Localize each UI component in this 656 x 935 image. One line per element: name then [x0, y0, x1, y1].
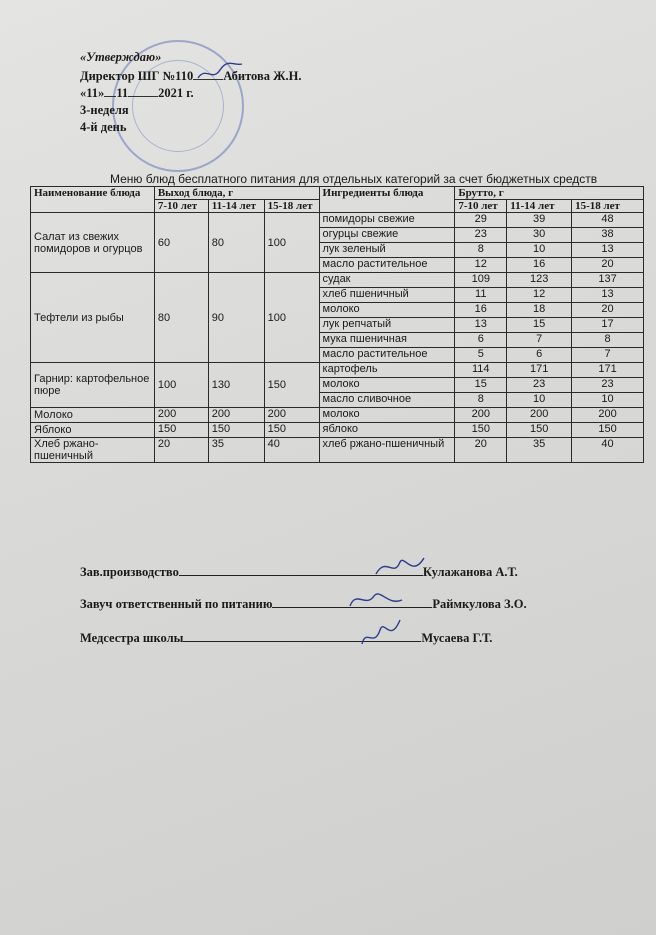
ingredient-gross-value: 16 [455, 303, 507, 318]
date-day: «11» [80, 86, 105, 100]
dish-output-value: 35 [208, 438, 264, 463]
dish-output-value: 60 [154, 213, 208, 273]
ingredient-name: масло сливочное [319, 393, 455, 408]
ingredient-gross-value: 20 [572, 303, 644, 318]
ingredient-gross-value: 200 [455, 408, 507, 423]
menu-table [30, 186, 644, 463]
date-year: 2021 г. [158, 86, 194, 100]
table-row [31, 273, 644, 288]
ingredient-gross-value: 150 [455, 423, 507, 438]
signature-row-nutrition [80, 597, 527, 612]
header-out-age3: 15-18 лет [264, 200, 319, 213]
director-prefix: Директор ШГ №110 [80, 69, 194, 83]
ingredient-gross-value: 6 [507, 348, 572, 363]
day-label: 4-й день [80, 120, 127, 134]
ingredient-gross-value: 18 [507, 303, 572, 318]
ingredient-name: яблоко [319, 423, 455, 438]
ingredient-gross-value: 39 [507, 213, 572, 228]
ingredient-gross-value: 7 [572, 348, 644, 363]
ingredient-gross-value: 30 [507, 228, 572, 243]
ingredient-gross-value: 8 [572, 333, 644, 348]
dish-output-value: 90 [208, 273, 264, 363]
ingredient-name: масло растительное [319, 258, 455, 273]
header-gross-age3: 15-18 лет [572, 200, 644, 213]
header-output: Выход блюда, г [154, 187, 319, 200]
dish-output-value: 150 [264, 363, 319, 408]
ingredient-gross-value: 150 [572, 423, 644, 438]
ingredient-gross-value: 7 [507, 333, 572, 348]
ingredient-gross-value: 23 [572, 378, 644, 393]
dish-output-value: 200 [208, 408, 264, 423]
ingredient-gross-value: 137 [572, 273, 644, 288]
ingredient-gross-value: 16 [507, 258, 572, 273]
ingredient-gross-value: 150 [507, 423, 572, 438]
ingredient-gross-value: 13 [455, 318, 507, 333]
ingredient-gross-value: 17 [572, 318, 644, 333]
dish-name: Гарнир: картофельное пюре [31, 363, 155, 408]
table-row [31, 213, 644, 228]
date-month: 11 [116, 86, 129, 100]
nurse-signature [356, 614, 406, 650]
dish-output-value: 20 [154, 438, 208, 463]
dish-output-value: 80 [208, 213, 264, 273]
dish-output-value: 100 [264, 273, 319, 363]
ingredient-name: лук зеленый [319, 243, 455, 258]
table-row [31, 363, 644, 378]
ingredient-gross-value: 13 [572, 288, 644, 303]
dish-output-value: 200 [154, 408, 208, 423]
dish-output-value: 80 [154, 273, 208, 363]
ingredient-name: мука пшеничная [319, 333, 455, 348]
document-title: Меню блюд бесплатного питания для отдельных категорий за счет бюджетных средств [110, 172, 598, 186]
table-row [31, 423, 644, 438]
header-gross-age1: 7-10 лет [455, 200, 507, 213]
header-gross-age2: 11-14 лет [507, 200, 572, 213]
ingredient-name: помидоры свежие [319, 213, 455, 228]
signature-role: Зав.производство [80, 565, 179, 579]
ingredient-name: лук репчатый [319, 318, 455, 333]
ingredient-gross-value: 40 [572, 438, 644, 463]
ingredient-name: огурцы свежие [319, 228, 455, 243]
ingredient-gross-value: 109 [455, 273, 507, 288]
header-ingredients: Ингредиенты блюда [319, 187, 455, 213]
ingredient-gross-value: 6 [455, 333, 507, 348]
ingredient-name: молоко [319, 303, 455, 318]
ingredient-gross-value: 15 [507, 318, 572, 333]
ingredient-gross-value: 5 [455, 348, 507, 363]
header-out-age2: 11-14 лет [208, 200, 264, 213]
ingredient-name: судак [319, 273, 455, 288]
ingredient-name: молоко [319, 378, 455, 393]
ingredient-gross-value: 171 [572, 363, 644, 378]
director-name: Абитова Ж.Н. [223, 69, 302, 83]
dish-output-value: 100 [154, 363, 208, 408]
dish-name: Салат из свежих помидоров и огурцов [31, 213, 155, 273]
ingredient-gross-value: 123 [507, 273, 572, 288]
dish-name: Хлеб ржано-пшеничный [31, 438, 155, 463]
ingredient-gross-value: 20 [455, 438, 507, 463]
dish-name: Тефтели из рыбы [31, 273, 155, 363]
header-out-age1: 7-10 лет [154, 200, 208, 213]
approval-date [80, 86, 194, 101]
signature-row-production [80, 565, 518, 580]
ingredient-gross-value: 8 [455, 393, 507, 408]
header-gross: Брутто, г [455, 187, 644, 200]
ingredient-gross-value: 10 [507, 393, 572, 408]
dish-output-value: 150 [154, 423, 208, 438]
director-signature [196, 62, 246, 84]
signature-name: Кулажанова А.Т. [422, 565, 518, 579]
ingredient-gross-value: 11 [455, 288, 507, 303]
ingredient-gross-value: 12 [507, 288, 572, 303]
header-dish: Наименование блюда [31, 187, 155, 213]
dish-output-value: 130 [208, 363, 264, 408]
ingredient-gross-value: 10 [507, 243, 572, 258]
table-row [31, 438, 644, 463]
director-line [80, 69, 301, 84]
ingredient-name: картофель [319, 363, 455, 378]
ingredient-name: хлеб ржано-пшеничный [319, 438, 455, 463]
ingredient-gross-value: 8 [455, 243, 507, 258]
menu-table-body [31, 213, 644, 463]
dish-output-value: 150 [208, 423, 264, 438]
ingredient-gross-value: 38 [572, 228, 644, 243]
ingredient-gross-value: 15 [455, 378, 507, 393]
signature-role: Медсестра школы [80, 631, 184, 645]
dish-output-value: 100 [264, 213, 319, 273]
ingredient-gross-value: 10 [572, 393, 644, 408]
nutrition-signature [346, 588, 406, 612]
ingredient-gross-value: 13 [572, 243, 644, 258]
signature-name: Раймкулова З.О. [432, 597, 527, 611]
ingredient-name: хлеб пшеничный [319, 288, 455, 303]
ingredient-gross-value: 200 [572, 408, 644, 423]
ingredient-gross-value: 48 [572, 213, 644, 228]
dish-output-value: 40 [264, 438, 319, 463]
ingredient-name: молоко [319, 408, 455, 423]
ingredient-gross-value: 23 [507, 378, 572, 393]
week-label: 3-неделя [80, 103, 129, 117]
dish-output-value: 150 [264, 423, 319, 438]
ingredient-gross-value: 200 [507, 408, 572, 423]
dish-name: Молоко [31, 408, 155, 423]
ingredient-gross-value: 20 [572, 258, 644, 273]
signature-row-nurse [80, 631, 492, 646]
ingredient-gross-value: 114 [455, 363, 507, 378]
production-signature [372, 552, 428, 582]
ingredient-gross-value: 171 [507, 363, 572, 378]
ingredient-gross-value: 23 [455, 228, 507, 243]
signature-role: Завуч ответственный по питанию [80, 597, 273, 611]
dish-output-value: 200 [264, 408, 319, 423]
approval-heading: «Утверждаю» [80, 50, 162, 64]
table-row [31, 408, 644, 423]
ingredient-name: масло растительное [319, 348, 455, 363]
ingredient-gross-value: 12 [455, 258, 507, 273]
ingredient-gross-value: 29 [455, 213, 507, 228]
dish-name: Яблоко [31, 423, 155, 438]
signature-name: Мусаева Г.Т. [421, 631, 493, 645]
ingredient-gross-value: 35 [507, 438, 572, 463]
